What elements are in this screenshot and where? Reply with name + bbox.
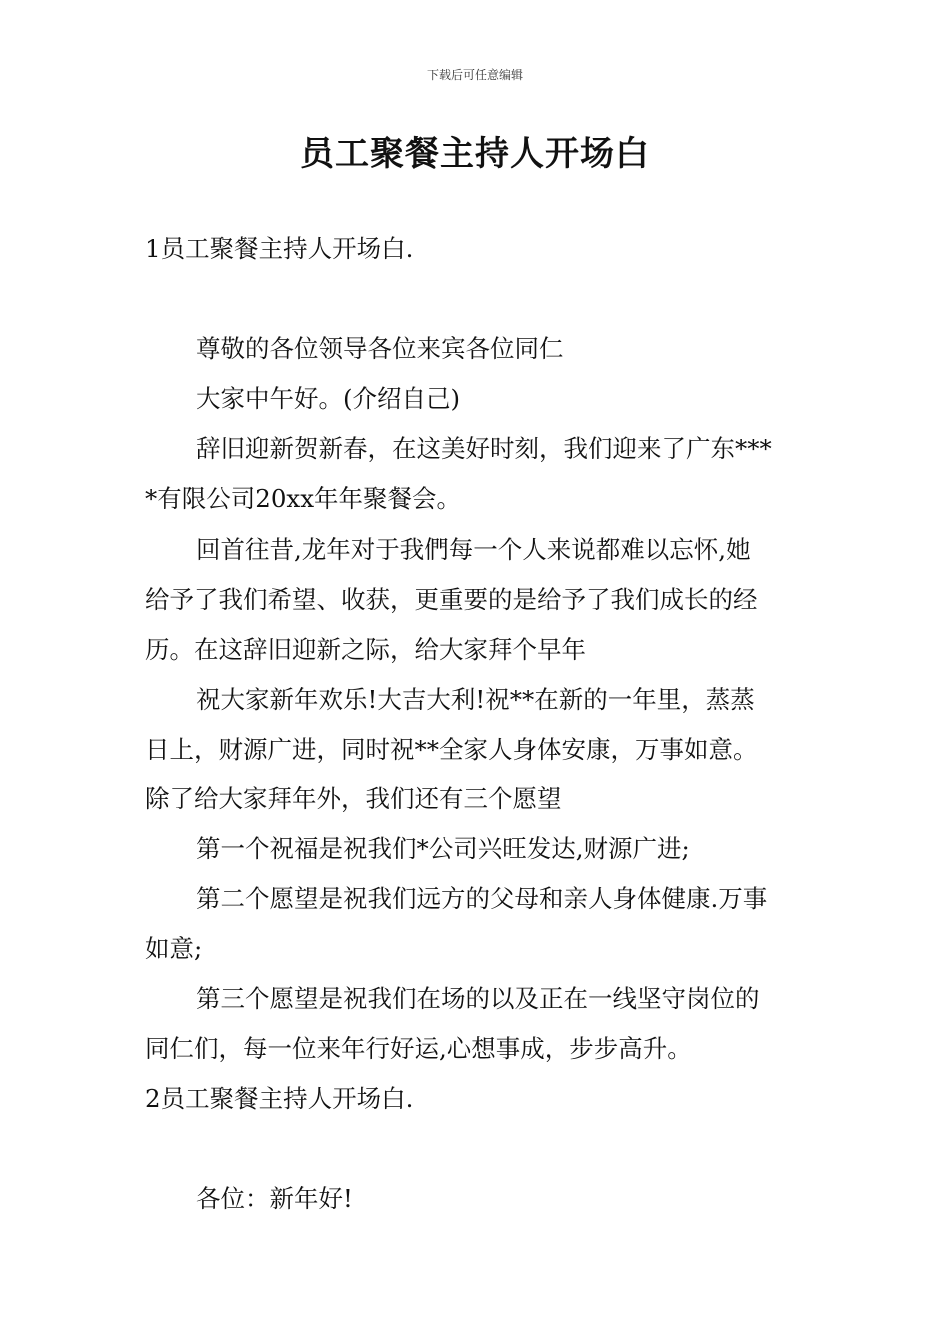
- header-note: 下载后可任意编辑: [426, 68, 523, 82]
- section-heading-1: 1员工聚餐主持人开场白.: [145, 234, 414, 263]
- paragraph-line: 日上，财源广进，同时祝**全家人身体安康，万事如意。: [145, 735, 758, 764]
- section-heading-2: 2员工聚餐主持人开场白.: [145, 1084, 414, 1113]
- paragraph-line: 如意;: [145, 934, 203, 963]
- paragraph-line: 除了给大家拜年外，我们还有三个愿望: [145, 784, 562, 813]
- paragraph-line: 历。在这辞旧迎新之际，给大家拜个早年: [145, 635, 586, 664]
- paragraph-line: 大家中午好。(介绍自己): [196, 384, 461, 413]
- paragraph-line: 给予了我们希望、收获，更重要的是给予了我们成长的经: [145, 585, 758, 614]
- paragraph-line: *有限公司20xx年年聚餐会。: [145, 484, 462, 513]
- paragraph-line: 尊敬的各位领导各位来宾各位同仁: [196, 334, 564, 363]
- paragraph-line: 第三个愿望是祝我们在场的以及正在一线坚守岗位的: [196, 984, 760, 1013]
- paragraph-line: 第一个祝福是祝我们*公司兴旺发达,财源广进;: [196, 834, 690, 863]
- paragraph-line: 祝大家新年欢乐!大吉大利!祝**在新的一年里，蒸蒸: [196, 685, 755, 714]
- paragraph-line: 第二个愿望是祝我们远方的父母和亲人身体健康.万事: [196, 884, 768, 913]
- document-title: 员工聚餐主持人开场白: [300, 134, 650, 174]
- paragraph-line: 辞旧迎新贺新春，在这美好时刻，我们迎来了广东***: [196, 434, 772, 463]
- paragraph-line: 各位：新年好!: [196, 1184, 353, 1213]
- paragraph-line: 回首往昔,龙年对于我們每一个人来说都难以忘怀,她: [196, 535, 751, 564]
- paragraph-line: 同仁们，每一位来年行好运,心想事成，步步高升。: [145, 1034, 692, 1063]
